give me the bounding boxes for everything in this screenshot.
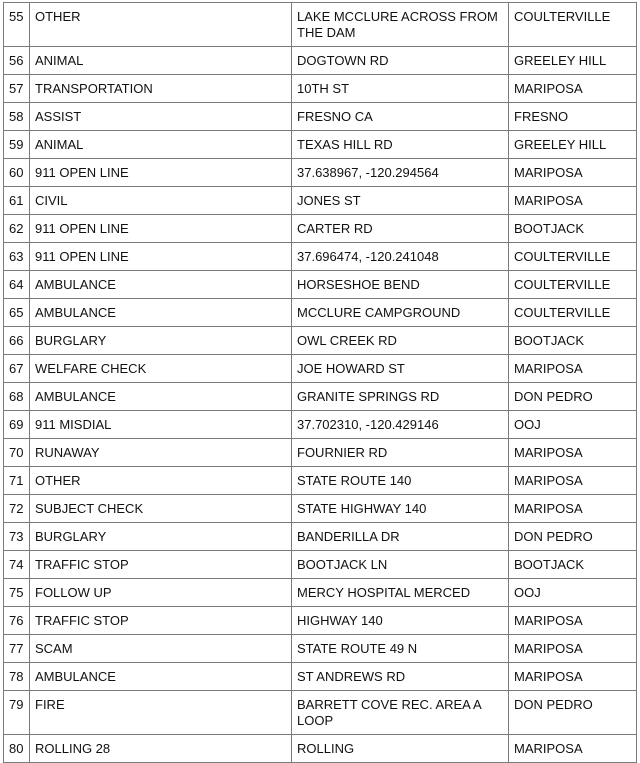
city-cell: MARIPOSA (509, 607, 637, 635)
location-cell: LAKE MCCLURE ACROSS FROM THE DAM (292, 3, 509, 47)
call-type-cell: AMBULANCE (30, 271, 292, 299)
row-number-cell: 75 (4, 579, 30, 607)
call-type-cell: TRAFFIC STOP (30, 551, 292, 579)
table-row (4, 663, 637, 691)
call-type-cell: ROLLING 28 (30, 735, 292, 763)
row-number-cell: 58 (4, 103, 30, 131)
call-type-cell: TRANSPORTATION (30, 75, 292, 103)
city-cell: COULTERVILLE (509, 271, 637, 299)
call-type-cell: FOLLOW UP (30, 579, 292, 607)
city-cell: MARIPOSA (509, 467, 637, 495)
location-cell: OWL CREEK RD (292, 327, 509, 355)
table-row (4, 187, 637, 215)
city-cell: GREELEY HILL (509, 131, 637, 159)
table-row (4, 607, 637, 635)
location-cell: DOGTOWN RD (292, 47, 509, 75)
call-type-cell: ASSIST (30, 103, 292, 131)
location-cell: HORSESHOE BEND (292, 271, 509, 299)
row-number-cell: 67 (4, 355, 30, 383)
row-number-cell: 59 (4, 131, 30, 159)
location-cell: 37.638967, -120.294564 (292, 159, 509, 187)
call-type-cell: ANIMAL (30, 47, 292, 75)
table-row (4, 467, 637, 495)
city-cell: MARIPOSA (509, 187, 637, 215)
table-row (4, 691, 637, 735)
call-type-cell: WELFARE CHECK (30, 355, 292, 383)
call-type-cell: ANIMAL (30, 131, 292, 159)
table-row (4, 103, 637, 131)
city-cell: MARIPOSA (509, 635, 637, 663)
call-type-cell: RUNAWAY (30, 439, 292, 467)
table-row (4, 3, 637, 47)
row-number-cell: 71 (4, 467, 30, 495)
city-cell: DON PEDRO (509, 523, 637, 551)
table-row (4, 131, 637, 159)
table-row (4, 411, 637, 439)
location-cell: JOE HOWARD ST (292, 355, 509, 383)
call-type-cell: AMBULANCE (30, 383, 292, 411)
row-number-cell: 80 (4, 735, 30, 763)
call-type-cell: FIRE (30, 691, 292, 735)
call-type-cell: 911 OPEN LINE (30, 159, 292, 187)
row-number-cell: 77 (4, 635, 30, 663)
city-cell: FRESNO (509, 103, 637, 131)
row-number-cell: 60 (4, 159, 30, 187)
call-type-cell: AMBULANCE (30, 299, 292, 327)
location-cell: 37.696474, -120.241048 (292, 243, 509, 271)
row-number-cell: 64 (4, 271, 30, 299)
city-cell: MARIPOSA (509, 495, 637, 523)
city-cell: BOOTJACK (509, 327, 637, 355)
row-number-cell: 73 (4, 523, 30, 551)
city-cell: COULTERVILLE (509, 3, 637, 47)
city-cell: MARIPOSA (509, 75, 637, 103)
call-type-cell: BURGLARY (30, 523, 292, 551)
location-cell: HIGHWAY 140 (292, 607, 509, 635)
row-number-cell: 70 (4, 439, 30, 467)
row-number-cell: 63 (4, 243, 30, 271)
table-row (4, 523, 637, 551)
table-row (4, 735, 637, 763)
city-cell: MARIPOSA (509, 159, 637, 187)
city-cell: MARIPOSA (509, 355, 637, 383)
table-row (4, 159, 637, 187)
row-number-cell: 69 (4, 411, 30, 439)
location-cell: MCCLURE CAMPGROUND (292, 299, 509, 327)
table-row (4, 635, 637, 663)
table-row (4, 439, 637, 467)
location-cell: 37.702310, -120.429146 (292, 411, 509, 439)
table-row (4, 327, 637, 355)
call-type-cell: AMBULANCE (30, 663, 292, 691)
call-type-cell: OTHER (30, 467, 292, 495)
row-number-cell: 74 (4, 551, 30, 579)
city-cell: BOOTJACK (509, 551, 637, 579)
location-cell: TEXAS HILL RD (292, 131, 509, 159)
row-number-cell: 72 (4, 495, 30, 523)
location-cell: BANDERILLA DR (292, 523, 509, 551)
row-number-cell: 61 (4, 187, 30, 215)
table-row (4, 47, 637, 75)
call-type-cell: OTHER (30, 3, 292, 47)
call-type-cell: 911 OPEN LINE (30, 243, 292, 271)
city-cell: OOJ (509, 579, 637, 607)
location-cell: FOURNIER RD (292, 439, 509, 467)
location-cell: BARRETT COVE REC. AREA A LOOP (292, 691, 509, 735)
location-cell: BOOTJACK LN (292, 551, 509, 579)
table-row (4, 299, 637, 327)
location-cell: 10TH ST (292, 75, 509, 103)
location-cell: ROLLING (292, 735, 509, 763)
row-number-cell: 68 (4, 383, 30, 411)
call-type-cell: BURGLARY (30, 327, 292, 355)
row-number-cell: 78 (4, 663, 30, 691)
table-row (4, 215, 637, 243)
table-row (4, 495, 637, 523)
row-number-cell: 55 (4, 3, 30, 47)
city-cell: GREELEY HILL (509, 47, 637, 75)
city-cell: DON PEDRO (509, 383, 637, 411)
row-number-cell: 79 (4, 691, 30, 735)
call-type-cell: SUBJECT CHECK (30, 495, 292, 523)
location-cell: STATE ROUTE 140 (292, 467, 509, 495)
city-cell: COULTERVILLE (509, 299, 637, 327)
location-cell: STATE HIGHWAY 140 (292, 495, 509, 523)
call-type-cell: 911 MISDIAL (30, 411, 292, 439)
location-cell: GRANITE SPRINGS RD (292, 383, 509, 411)
row-number-cell: 62 (4, 215, 30, 243)
location-cell: STATE ROUTE 49 N (292, 635, 509, 663)
call-type-cell: 911 OPEN LINE (30, 215, 292, 243)
city-cell: DON PEDRO (509, 691, 637, 735)
table-row (4, 383, 637, 411)
location-cell: FRESNO CA (292, 103, 509, 131)
table-row (4, 75, 637, 103)
incident-log-table (3, 2, 637, 763)
call-type-cell: CIVIL (30, 187, 292, 215)
row-number-cell: 66 (4, 327, 30, 355)
row-number-cell: 76 (4, 607, 30, 635)
table-row (4, 551, 637, 579)
table-row (4, 355, 637, 383)
row-number-cell: 57 (4, 75, 30, 103)
city-cell: MARIPOSA (509, 735, 637, 763)
call-type-cell: SCAM (30, 635, 292, 663)
location-cell: JONES ST (292, 187, 509, 215)
location-cell: MERCY HOSPITAL MERCED (292, 579, 509, 607)
city-cell: MARIPOSA (509, 663, 637, 691)
incident-log-body (4, 3, 637, 763)
table-row (4, 243, 637, 271)
row-number-cell: 56 (4, 47, 30, 75)
call-type-cell: TRAFFIC STOP (30, 607, 292, 635)
city-cell: COULTERVILLE (509, 243, 637, 271)
location-cell: ST ANDREWS RD (292, 663, 509, 691)
city-cell: OOJ (509, 411, 637, 439)
table-row (4, 271, 637, 299)
location-cell: CARTER RD (292, 215, 509, 243)
table-row (4, 579, 637, 607)
row-number-cell: 65 (4, 299, 30, 327)
city-cell: MARIPOSA (509, 439, 637, 467)
city-cell: BOOTJACK (509, 215, 637, 243)
